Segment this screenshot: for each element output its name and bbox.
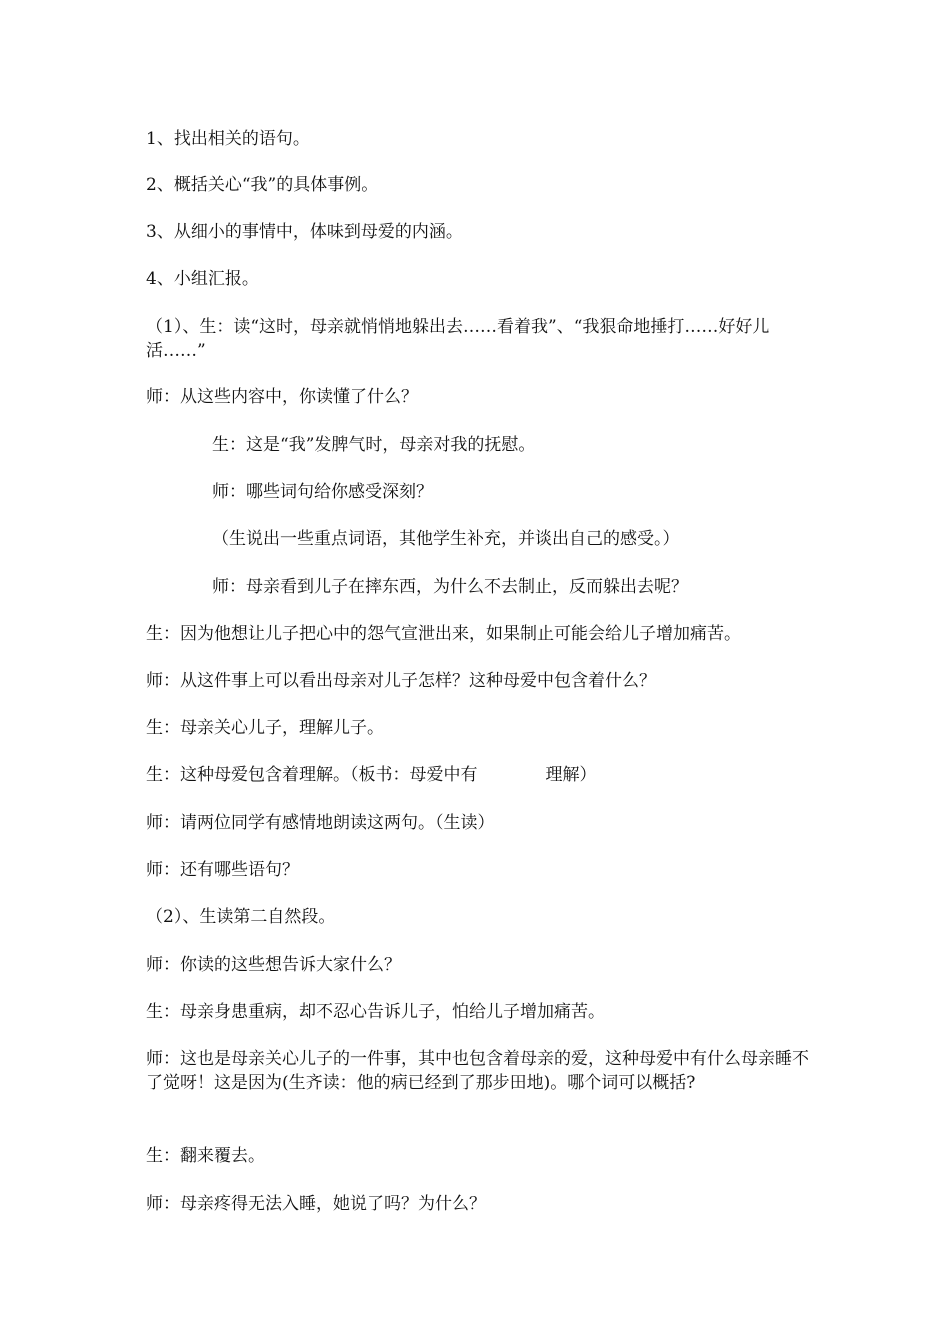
- dialogue-teacher-4: 师：从这件事上可以看出母亲对儿子怎样？这种母爱中包含着什么？: [146, 671, 656, 691]
- dialogue-teacher-3: 师：母亲看到儿子在摔东西，为什么不去制止，反而躲出去呢？: [212, 577, 688, 597]
- step-4: 4、小组汇报。: [146, 269, 259, 289]
- blackboard-note-prefix: 生：这种母爱包含着理解。（板书：母爱中有: [146, 765, 478, 785]
- dialogue-teacher-8: 师：这也是母亲关心儿子的一件事，其中也包含着母亲的爱，这种母爱中有什么母亲睡不了觉呀！这是因为(生齐读：他的病已经到了那步田地)。哪个词可以概括?: [146, 1049, 809, 1093]
- blackboard-note-word: 理解）: [545, 765, 597, 785]
- step-2: 2、概括关心“我”的具体事例。: [146, 175, 379, 195]
- dialogue-student-1: 生：这是“我”发脾气时，母亲对我的抚慰。: [212, 435, 536, 455]
- dialogue-student-reading-2: （2）、生读第二自然段。: [146, 907, 336, 927]
- dialogue-teacher-9: 师：母亲疼得无法入睡，她说了吗？为什么？: [146, 1194, 486, 1214]
- dialogue-student-6: 生：翻来覆去。: [146, 1146, 265, 1166]
- dialogue-teacher-6: 师：还有哪些语句？: [146, 860, 299, 880]
- dialogue-student-2: 生：因为他想让儿子把心中的怨气宣泄出来，如果制止可能会给儿子增加痛苦。: [146, 624, 741, 644]
- step-3: 3、从细小的事情中，体味到母爱的内涵。: [146, 222, 463, 242]
- dialogue-teacher-5: 师：请两位同学有感情地朗读这两句。（生读）: [146, 813, 495, 833]
- dialogue-teacher-1: 师：从这些内容中，你读懂了什么？: [146, 387, 418, 407]
- dialogue-student-4: [146, 763, 597, 787]
- dialogue-student-reading-1: （1）、生：读“这时，母亲就悄悄地躲出去……看着我”、“我狠命地捶打……好好儿活……”: [146, 317, 770, 361]
- dialogue-student-5: 生：母亲身患重病，却不忍心告诉儿子，怕给儿子增加痛苦。: [146, 1002, 605, 1022]
- dialogue-teacher-7: 师：你读的这些想告诉大家什么？: [146, 955, 401, 975]
- dialogue-teacher-2: 师：哪些词句给你感受深刻？: [212, 482, 433, 502]
- stage-note: （生说出一些重点词语，其他学生补充，并谈出自己的感受。）: [212, 529, 680, 549]
- dialogue-student-3: 生：母亲关心儿子，理解儿子。: [146, 718, 384, 738]
- step-1: 1、找出相关的语句。: [146, 129, 310, 149]
